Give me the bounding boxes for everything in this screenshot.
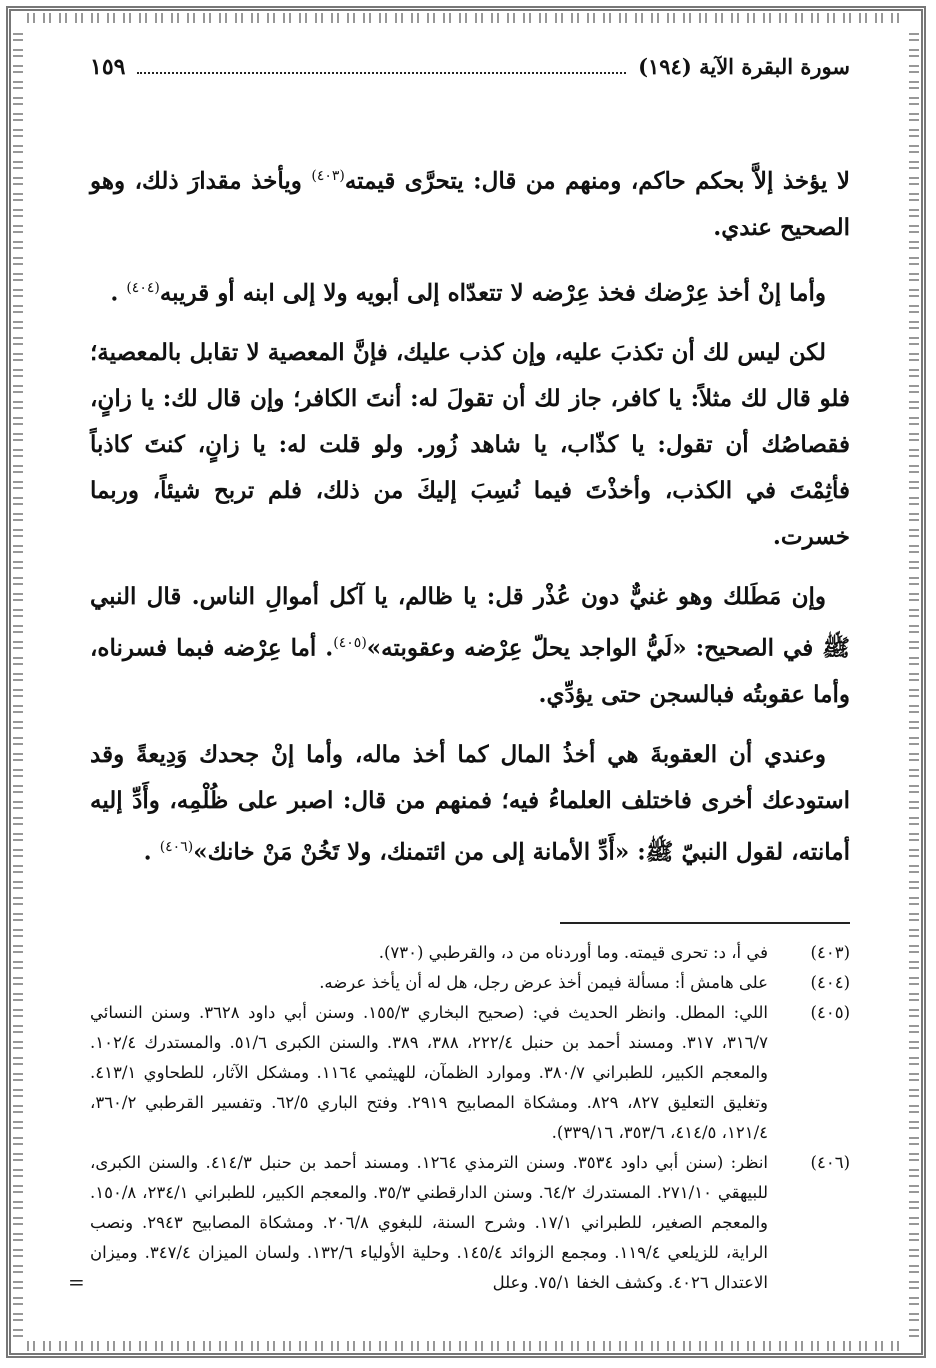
footnote-ref: (٤٠٣)	[311, 168, 345, 184]
footnote-text: في أ، د: تحرى قيمته. وما أوردناه من د، والقرطبي (٧٣٠).	[378, 942, 768, 962]
footnotes	[90, 938, 850, 1298]
footnote	[90, 938, 850, 968]
border-ornament-left	[13, 27, 23, 1337]
border-ornament-right	[909, 27, 919, 1337]
header-leader-dots	[137, 72, 626, 74]
header-title: سورة البقرة الآية (١٩٤)	[638, 54, 850, 79]
footnote-ref: (٤٠٤)	[126, 279, 160, 296]
paragraph: لكن ليس لك أن تكذبَ عليه، وإن كذب عليك، فإنَّ المعصية لا تقابل بالمعصية؛ فلو قال لك مثلاً: يا كافر، جاز لك أن تقولَ له: أنتَ الكافر؛ وإن قال لك: يا زانٍ، فقصاصُك أن تقول: يا كذّاب، يا شاهد زُور. ولو قلت له: يا زانٍ، كنتَ كاذباً فأثِمْتَ في الكذب، وأخذْتَ فيما نُسِبَ إليكَ من ذلك، فلم تربح شيئاً، وربما خسرت.	[90, 339, 850, 551]
footnote-text: انظر: (سنن أبي داود ٣٥٣٤. وسنن الترمذي ١٢٦٤. ومسند أحمد بن حنبل ٤١٤/٣. والسنن الكبرى، للبيهقي ٢٧١/١٠. المستدرك ٦٤/٢. وسنن الدارقطني ٣٥/٣. والمعجم الكبير، للطبراني ٢٣٤/١، ١٥٠/٨. والمعجم الصغير، للطبراني ١٧/١. وشرح السنة، للبغوي ٢٠٦/٨. ومشكاة المصابيح ٢٩٤٣. ونصب الراية، للزيلعي ١١٩/٤. ومجمع الزوائد ١٤٥/٤. وحلية الأولياء ١٣٢/٦. ولسان الميزان ٣٤٧/٤. وميزان الاعتدال ٤٠٢٦. وكشف الخفا ٧٥/١. وعلل	[90, 1152, 769, 1292]
footnote-number: (٤٠٥)	[810, 1002, 850, 1022]
footnote-text: على هامش أ: مسألة فيمن أخذ عرض رجل، هل له أن يأخذ عرضه.	[319, 972, 768, 992]
page-content	[90, 54, 850, 1298]
footnote	[90, 998, 850, 1148]
footnote-text: اللي: المطل. وانظر الحديث في: (صحيح البخاري ١٥٥/٣. وسنن أبي داود ٣٦٢٨. وسنن النسائي ٣١٦/٧، ٣١٧. ومسند أحمد بن حنبل ٢٢٢/٤، ٣٨٨، ٣٨٩. والسنن الكبرى ٥١/٦. والمستدرك ١٠٢/٤. والمعجم الكبير، للطبراني ٣٨٠/٧. وموارد الظمآن، للهيثمي ١١٦٤. ومشكل الآثار، للطحاوي ٤١٣/١. وتغليق التعليق ٨٢٧، ٨٢٩. ومشكاة المصابيح ٢٩١٩. وفتح الباري ٦٢/٥. وتفسير القرطبي ٣٦٠/٢، ١٢١/٤، ٤١٤/٥، ٣٥٣/٦، ٣٣٩/١٦).	[90, 1002, 769, 1142]
border-ornament-top	[27, 13, 905, 23]
paragraph: وعندي أن العقوبةَ هي أخذُ المال كما أخذ ماله، وأما إنْ جحدك وَدِيعةً وقد استودعك أخرى فاختلف العلماءُ فيه؛ فمنهم من قال: اصبر على ظُلْمِه، وأَدِّ إليه أمانته، لقول النبيّ ﷺ: «أَدِّ الأمانة إلى من ائتمنك، ولا تَخُنْ مَنْ خانك»$^{(٤٠٦)}$ .	[90, 740, 850, 866]
border-ornament-bottom	[27, 1341, 905, 1351]
paragraph: وإن مَطَلك وهو غنيٌّ دون عُذْر قل: يا ظالم، يا آكل أموالِ الناس. قال النبي ﷺ في الصحيح: «لَيُّ الواجد يحلّ عِرْضه وعقوبته»$^{(٤٠٥)}$. أما عِرْضه فبما فسرناه، وأما عقوبتُه فبالسجن حتى يؤدِّي.	[90, 583, 850, 708]
running-header	[90, 54, 850, 95]
page-number: ١٥٩	[90, 54, 126, 80]
margin-mark: =	[68, 1270, 85, 1294]
footnote-number: (٤٠٦)	[810, 1152, 850, 1172]
main-text	[90, 153, 850, 876]
footnote-number: (٤٠٤)	[810, 972, 850, 992]
footnote-ref: (٤٠٥)	[333, 635, 367, 652]
footnote-ref: (٤٠٦)	[159, 838, 194, 855]
footnote-separator	[560, 922, 850, 924]
footnote	[90, 1148, 850, 1298]
footnote	[90, 968, 850, 998]
footnote-number: (٤٠٣)	[810, 942, 850, 962]
paragraph: لا يؤخذ إلاَّ بحكم حاكم، ومنهم من قال: يتحرَّى قيمته$^{(٤٠٣)}$ ويأخذ مقدارَ ذلك، وهو الصحيح عندي.	[90, 167, 850, 241]
paragraph: وأما إنْ أخذ عِرْضك فخذ عِرْضه لا تتعدّاه إلى أبويه ولا إلى ابنه أو قريبه$^{(٤٠٤)}$ .	[110, 279, 826, 307]
